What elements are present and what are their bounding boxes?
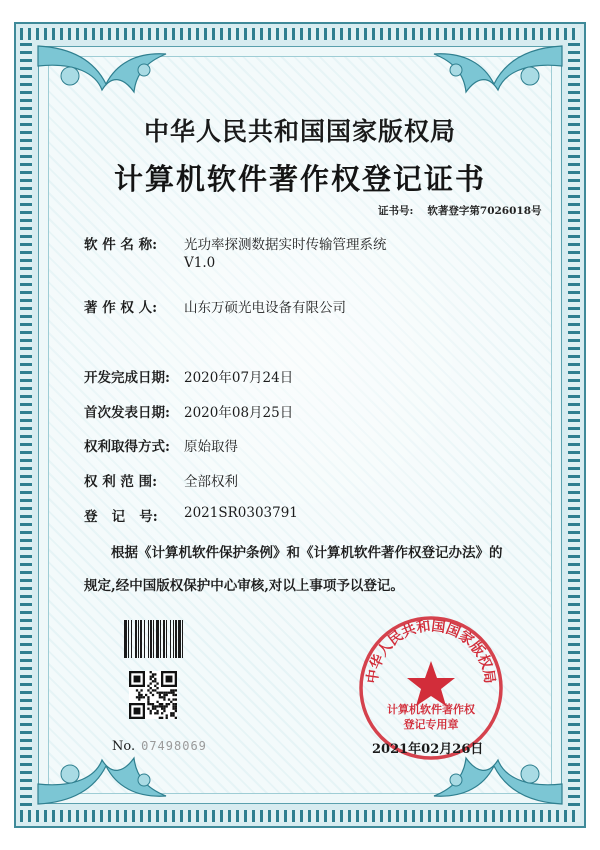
copyright-owner-value: 山东万硕光电设备有限公司	[184, 300, 346, 316]
corner-ornament-top-left	[36, 44, 186, 114]
completion-date-value: 2020年07月24日	[184, 370, 294, 386]
software-name-label: 软 件 名 称:	[84, 237, 158, 253]
completion-date-label: 开发完成日期:	[84, 370, 170, 386]
registration-number-value: 2021SR0303791	[184, 505, 298, 521]
barcode-icon	[124, 620, 224, 658]
serial-number-value: 07498069	[141, 739, 207, 753]
software-version: V1.0	[184, 255, 216, 271]
corner-ornament-top-right	[414, 44, 564, 114]
certificate-title: 计算机软件著作权登记证书	[113, 162, 486, 196]
seal-ring-text: 中华人民共和国国家版权局	[364, 618, 498, 685]
field-rights-scope	[84, 470, 238, 490]
rights-scope-label: 权 利 范 围:	[84, 474, 158, 490]
field-registration-number	[84, 505, 298, 525]
certificate-number	[378, 203, 542, 218]
registration-number-label: 登 记 号:	[84, 509, 158, 525]
serial-number-label: No.	[112, 739, 136, 754]
seal-line-2: 登记专用章	[403, 718, 459, 731]
serial-number	[112, 739, 207, 754]
seal-line-1: 计算机软件著作权	[387, 703, 475, 716]
field-completion-date	[84, 366, 293, 386]
acquisition-method-value: 原始取得	[184, 439, 238, 455]
software-name-value: 光功率探测数据实时传输管理系统	[184, 237, 387, 253]
field-acquisition-method	[84, 435, 238, 455]
copyright-owner-label: 著 作 权 人:	[84, 300, 158, 316]
acquisition-method-label: 权利取得方式:	[84, 439, 170, 455]
registration-statement	[84, 537, 524, 603]
field-first-publish-date	[84, 401, 293, 421]
certificate-number-value: 软著登字第7026018号	[427, 205, 542, 217]
first-publish-date-value: 2020年08月25日	[184, 405, 294, 421]
certificate-number-label: 证书号:	[378, 205, 414, 217]
field-software-name	[84, 233, 387, 271]
statement-line-2: 规定,经中国版权保护中心审核,对以上事项予以登记。	[84, 578, 404, 594]
issuing-authority: 中华人民共和国国家版权局	[143, 117, 456, 146]
rights-scope-value: 全部权利	[184, 474, 238, 490]
statement-line-1: 根据《计算机软件保护条例》和《计算机软件著作权登记办法》的	[111, 545, 503, 561]
field-copyright-owner	[84, 296, 346, 316]
issue-date: 2021年02月26日	[372, 742, 484, 757]
qr-code-icon	[129, 671, 177, 719]
first-publish-date-label: 首次发表日期:	[84, 405, 170, 421]
